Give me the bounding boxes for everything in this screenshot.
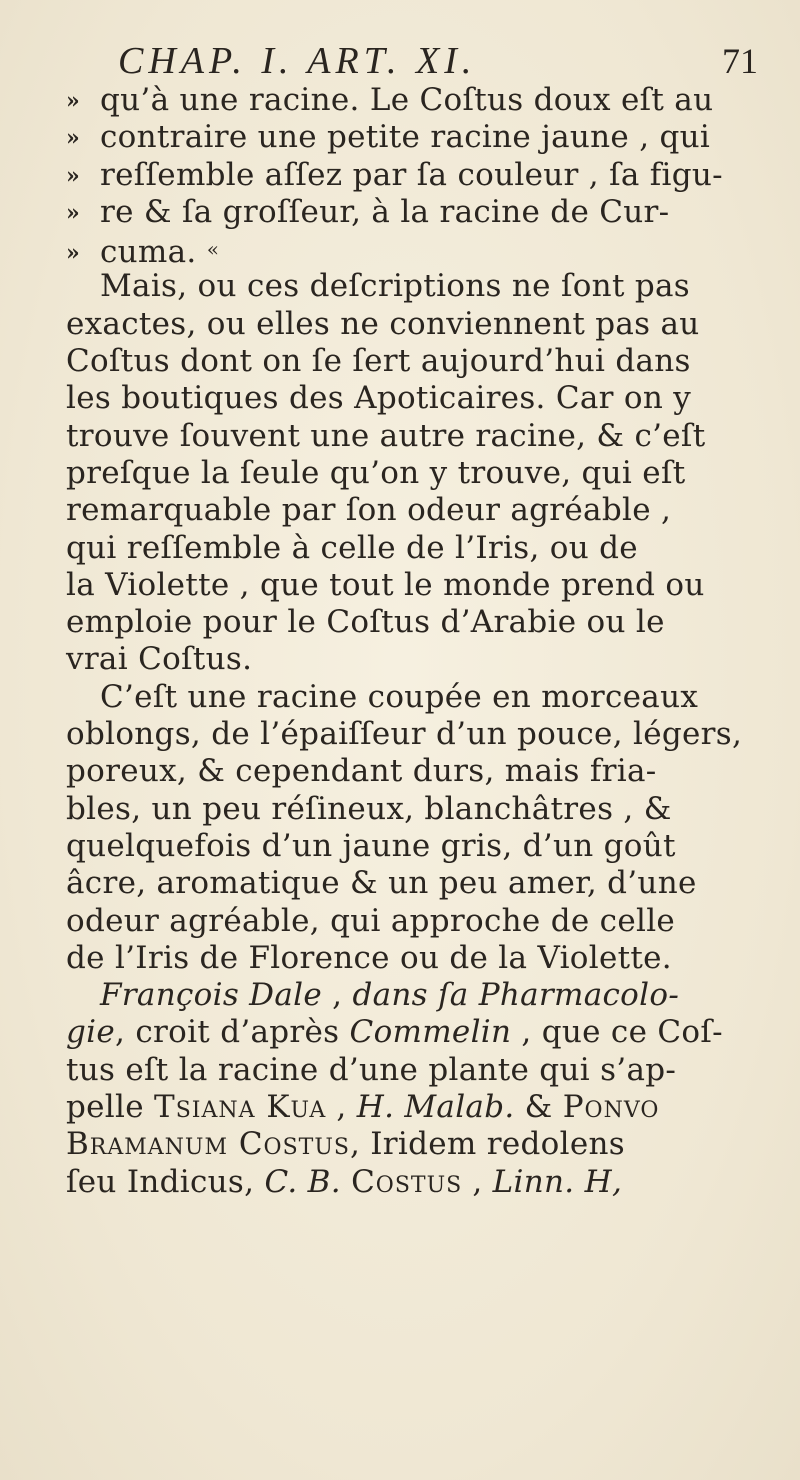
text-line: » qu’à une racine. Le Coſtus doux eſt au (66, 82, 766, 119)
text-line: quelquefois d’un jaune gris, d’un goût (66, 827, 676, 864)
text-line: poreux, & cependant durs, mais fria- (66, 753, 657, 790)
reference: C. B. (264, 1163, 341, 1200)
text-line: exactes, ou elles ne conviennent pas au (66, 305, 700, 342)
quote-mark: » (66, 125, 81, 152)
text-line: oblongs, de l’épaiſſeur d’un pouce, légers, (66, 716, 743, 753)
text-line: trouve ſouvent une autre racine, & c’eſt (66, 417, 706, 454)
text-line: emploie pour le Coſtus d’Arabie ou le (66, 604, 665, 641)
text-line: » contraire une petite racine jaune , qui (66, 119, 766, 156)
text-line: Coſtus dont on ſe ſert aujourd’hui dans (66, 343, 691, 380)
running-head: CHAP. I. ART. XI. (118, 40, 477, 82)
work-title: gie (66, 1014, 116, 1051)
quote-mark: » (66, 240, 81, 267)
work-title: dans ſa Pharmacolo- (352, 977, 680, 1014)
text-line: » re & ſa groſſeur, à la racine de Cur- (66, 194, 766, 231)
plant-name: Tsiana Kua (154, 1089, 327, 1126)
text-line: preſque la ſeule qu’on y trouve, qui eſt (66, 454, 686, 491)
text-line: pelle Tsiana Kua , H. Malab. & Ponvo (66, 1089, 660, 1126)
page-number: 71 (722, 41, 758, 81)
text-line: » cuma. « (66, 231, 766, 268)
quoted-passage (66, 82, 766, 271)
closing-quote-mark: « (206, 237, 220, 262)
text-line: François Dale , dans ſa Pharmacolo- (100, 977, 680, 1014)
text-line: gie, croit d’après Commelin , que ce Coſ- (66, 1014, 723, 1051)
paragraph (66, 679, 766, 977)
plant-name: Costus (351, 1163, 463, 1200)
author-name: François Dale (100, 977, 322, 1014)
text-line: bles, un peu réſineux, blanchâtres , & (66, 790, 672, 827)
text-line: C’eſt une racine coupée en morceaux (100, 678, 699, 715)
quote-mark: » (66, 199, 81, 226)
text-line: Bramanum Costus, Iridem redolens (66, 1126, 625, 1163)
reference: H. Malab. (356, 1089, 515, 1126)
text-line: les boutiques des Apoticaires. Car on y (66, 380, 692, 417)
text-line: de l’Iris de Florence ou de la Violette. (66, 939, 672, 976)
text-line: remarquable par ſon odeur agréable , (66, 492, 672, 529)
text-line: la Violette , que tout le monde prend ou (66, 566, 705, 603)
author-name: Commelin (349, 1014, 512, 1051)
text-line: » reſſemble aſſez par ſa couleur , ſa figu- (66, 157, 766, 194)
plant-name: Ponvo (562, 1089, 660, 1126)
quote-mark: » (66, 162, 81, 189)
text-line: Mais, ou ces deſcriptions ne ſont pas (100, 268, 690, 305)
text-line: ſeu Indicus, C. B. Costus , Linn. H, (66, 1163, 623, 1200)
plant-name: Bramanum Costus (66, 1126, 350, 1163)
text-line: odeur agréable, qui approche de celle (66, 902, 676, 939)
reference: Linn. H, (492, 1163, 623, 1200)
text-line: âcre, aromatique & un peu amer, d’une (66, 865, 697, 902)
paragraph (66, 977, 766, 1201)
paragraph (66, 268, 766, 678)
text-line: tus eſt la racine d’une plante qui s’ap- (66, 1051, 677, 1088)
quote-mark: » (66, 88, 81, 114)
text-line: qui reſſemble à celle de l’Iris, ou de (66, 529, 638, 566)
page-body (66, 82, 766, 1201)
text-line: vrai Coſtus. (66, 641, 253, 678)
page-header (118, 36, 758, 86)
